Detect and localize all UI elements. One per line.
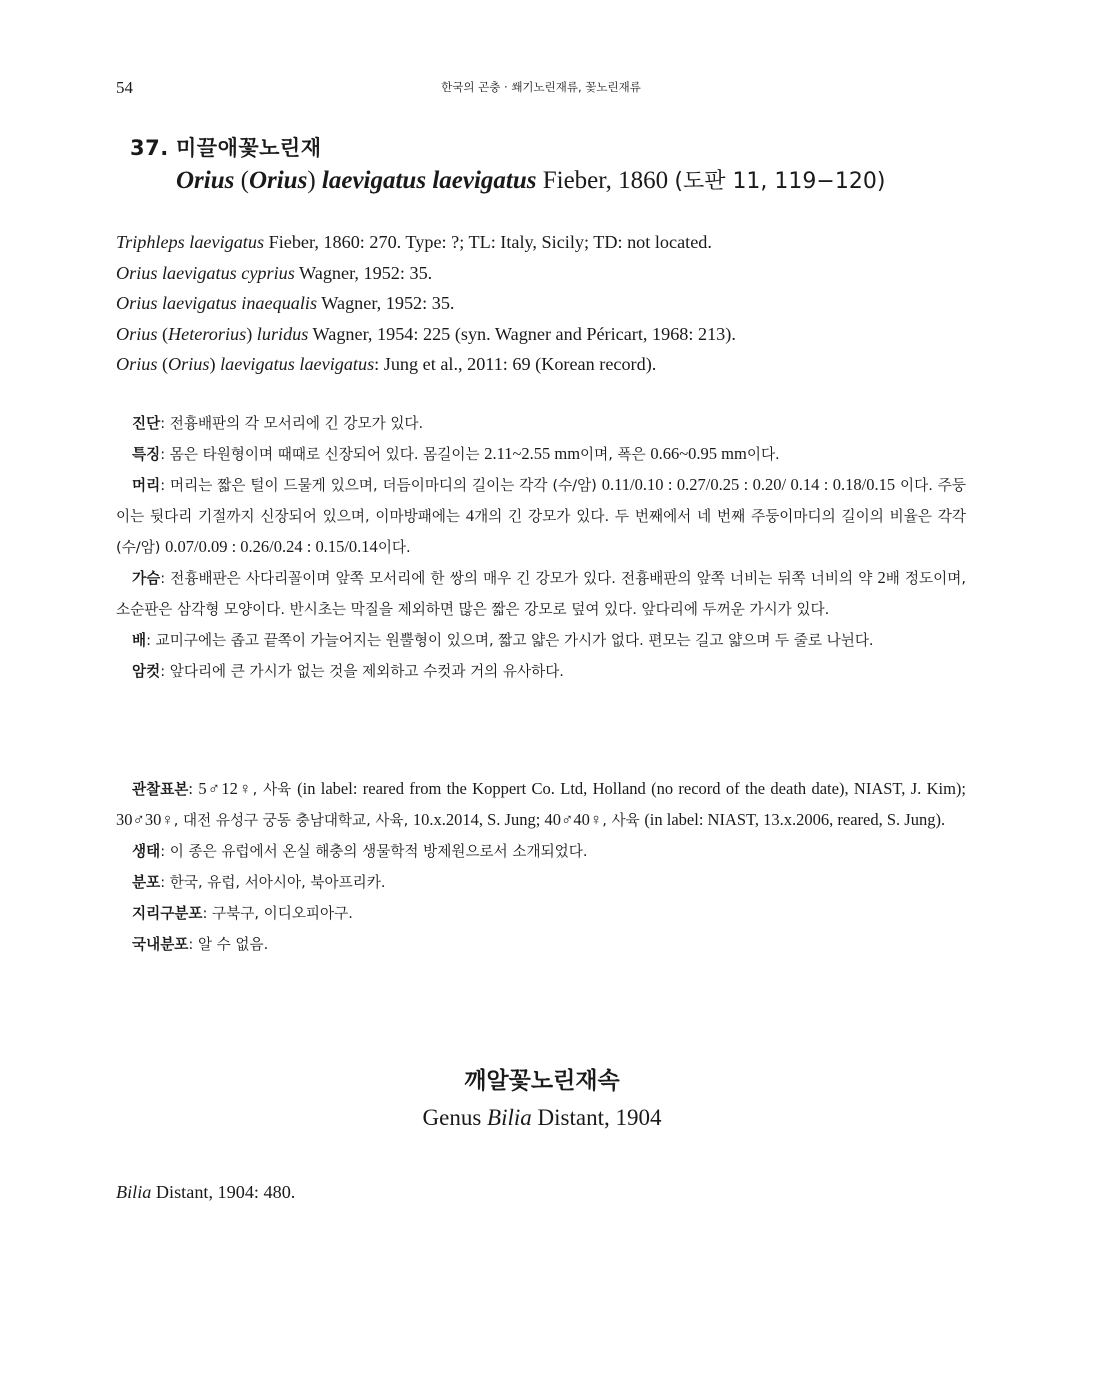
body-length-value: 2.11~2.55 mm <box>484 444 581 463</box>
synonym-entry <box>116 288 976 319</box>
material-text: , 대전 유성구 궁동 충남대학교, 사육, <box>173 812 413 829</box>
synonym-epithet: laevigatus laevigatus <box>220 354 375 374</box>
genus-korean-name: 깨알꽃노린재속 <box>464 1068 620 1094</box>
korean-distribution-text: : 알 수 없음. <box>188 936 269 953</box>
thorax-text: 배 정도이며, 소순판은 삼각형 모양이다. 반시초는 막질을 제외하면 많은 짧은 강모로 덮여 있다. 앞다리에 두꺼운 가시가 있다. <box>116 570 966 618</box>
material-label-text: (in label: reared from the Koppert Co. Ltd, Holland (no record of the death date), NIAST, J. Kim); <box>297 779 966 798</box>
synonym-genus: Orius <box>116 354 158 374</box>
material-text: , 사육 <box>602 812 645 829</box>
synonym-citation: Wagner, 1952: 35. <box>317 293 455 313</box>
ecology-text: : 이 종은 유럽에서 온실 해충의 생물학적 방제원으로서 소개되었다. <box>160 843 588 860</box>
synonym-genus: Orius <box>116 323 158 344</box>
genus-reference <box>116 1177 295 1207</box>
female-label: 암컷 <box>132 663 161 680</box>
diagnosis-text: : 전흉배판의 각 모서리에 긴 강모가 있다. <box>160 415 424 432</box>
synonym-name: Orius laevigatus inaequalis <box>116 293 318 313</box>
head-paragraph <box>116 470 966 563</box>
synonym-entry <box>116 227 976 258</box>
features-label: 특징 <box>132 446 161 463</box>
synonym-subgenus: Orius <box>168 354 210 374</box>
material-paragraph <box>116 774 966 836</box>
synonym-epithet: luridus <box>256 323 309 344</box>
head-label: 머리 <box>132 477 161 494</box>
pronotum-ratio-value: 2 <box>877 568 886 587</box>
synonym-citation: Wagner, 1952: 35. <box>294 262 433 283</box>
head-text: 이다. <box>377 539 411 556</box>
material-text: , 사육 <box>252 781 298 798</box>
material-block <box>116 774 966 960</box>
zoogeography-label: 지리구분포 <box>132 905 203 922</box>
ecology-paragraph <box>116 836 966 867</box>
synonym-paren-close: ) <box>246 323 257 344</box>
features-text: 이다. <box>746 446 780 463</box>
genus-name: Bilia <box>487 1105 532 1130</box>
synonym-paren-open: ( <box>157 354 169 374</box>
species-subgenus: Orius <box>248 167 308 194</box>
features-text: : 몸은 타원형이며 때때로 신장되어 있다. 몸길이는 <box>160 446 485 463</box>
distribution-text: : 한국, 유럽, 서아시아, 북아프리카. <box>160 874 386 891</box>
material-label: 관찰표본 <box>132 781 189 798</box>
synonym-subgenus: Heterorius <box>168 323 247 344</box>
abdomen-label: 배 <box>132 632 147 649</box>
species-number: 37. <box>130 136 169 160</box>
head-text: 이다. 주둥이는 뒷다리 기절까지 신장되어 있으며, 이마방패에는 <box>116 477 966 525</box>
synonymy-list <box>116 227 976 380</box>
clypeus-setae-count: 4 <box>465 506 475 525</box>
description-block <box>116 408 966 687</box>
diagnosis-label: 진단 <box>132 415 161 432</box>
running-header <box>116 78 966 98</box>
genus-ref-citation: Distant, 1904: 480. <box>151 1182 296 1202</box>
synonym-name: Orius laevigatus cyprius <box>116 262 295 283</box>
distribution-paragraph <box>116 867 966 898</box>
head-text: : 머리는 짧은 털이 드물게 있으며, 더듬이마디의 길이는 각각 (수/암) <box>160 477 602 494</box>
synonym-entry <box>116 349 976 380</box>
thorax-paragraph <box>116 563 966 625</box>
synonym-entry <box>116 258 976 289</box>
diagnosis-paragraph <box>116 408 966 439</box>
material-sep: : <box>188 779 199 798</box>
subgenus-open: ( <box>234 167 249 194</box>
species-epithet: laevigatus laevigatus <box>321 167 537 194</box>
female-paragraph <box>116 656 966 687</box>
genus-ref-name: Bilia <box>116 1182 152 1202</box>
specimen-count: 5♂12♀ <box>198 779 253 798</box>
korean-distribution-label: 국내분포 <box>132 936 189 953</box>
rostrum-ratio-value: 0.07/0.09 : 0.26/0.24 : 0.15/0.14 <box>165 537 378 556</box>
species-author: Fieber, 1860 <box>536 167 675 194</box>
synonym-citation: : Jung et al., 2011: 69 (Korean record). <box>374 354 657 374</box>
specimen-count: 40♂40♀ <box>544 810 603 829</box>
material-label-text: 10.x.2014, S. Jung; <box>412 810 545 829</box>
species-scientific-title <box>176 164 990 199</box>
page-number: 54 <box>116 78 133 97</box>
species-korean-title <box>130 134 990 162</box>
running-header-title: 한국의 곤충 · 쐐기노린재류, 꽃노린재류 <box>441 80 641 94</box>
synonym-citation: Fieber, 1860: 270. Type: ?; TL: Italy, Sicily; TD: not located. <box>264 232 712 252</box>
ecology-label: 생태 <box>132 843 161 860</box>
abdomen-text: : 교미구에는 좁고 끝쪽이 가늘어지는 원뿔형이 있으며, 짧고 얇은 가시가 없다. 편모는 길고 얇으며 두 줄로 나뉜다. <box>146 632 874 649</box>
subgenus-close: ) <box>307 167 322 194</box>
zoogeography-text: : 구북구, 이디오피아구. <box>202 905 353 922</box>
synonym-paren-open: ( <box>157 323 169 344</box>
thorax-text: : 전흉배판은 사다리꼴이며 앞쪽 모서리에 한 쌍의 매우 긴 강모가 있다. 전흉배판의 앞쪽 너비는 뒤쪽 너비의 약 <box>160 570 878 587</box>
korean-distribution-paragraph <box>116 929 966 960</box>
features-text: 이며, 폭은 <box>580 446 651 463</box>
synonym-paren-close: ) <box>209 354 221 374</box>
synonym-entry <box>116 319 976 350</box>
genus-heading <box>0 1063 1084 1135</box>
zoogeography-paragraph <box>116 898 966 929</box>
synonym-citation: Wagner, 1954: 225 (syn. Wagner and Péricart, 1968: 213). <box>308 323 736 344</box>
species-plate-ref: (도판 11, 119−120) <box>674 169 886 194</box>
antenna-ratio-value: 0.11/0.10 : 0.27/0.25 : 0.20/ 0.14 : 0.18/0.15 <box>601 475 896 494</box>
distribution-label: 분포 <box>132 874 161 891</box>
specimen-count: 30♂30♀ <box>116 810 174 829</box>
species-korean-name: 미끌애꽃노린재 <box>176 136 322 160</box>
species-genus: Orius <box>176 167 235 194</box>
abdomen-paragraph <box>116 625 966 656</box>
female-text: : 앞다리에 큰 가시가 없는 것을 제외하고 수컷과 거의 유사하다. <box>160 663 564 680</box>
material-label-text: (in label: NIAST, 13.x.2006, reared, S. Jung). <box>644 810 946 829</box>
genus-author: Distant, 1904 <box>531 1105 662 1130</box>
genus-scientific-name <box>0 1101 1084 1135</box>
species-heading <box>130 134 990 199</box>
body-width-value: 0.66~0.95 mm <box>650 444 747 463</box>
features-paragraph <box>116 439 966 470</box>
synonym-name: Triphleps laevigatus <box>116 232 265 252</box>
head-text: 개의 긴 강모가 있다. 두 번째에서 네 번째 주둥이마디의 길이의 비율은 각각 (수/암) <box>116 508 966 556</box>
thorax-label: 가슴 <box>132 570 161 587</box>
genus-prefix: Genus <box>422 1105 488 1130</box>
